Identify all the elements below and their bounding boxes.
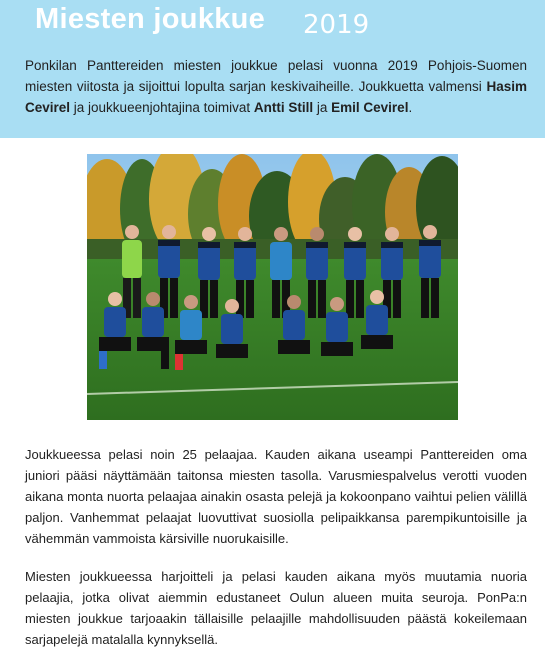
leader-name: Emil Cevirel <box>331 100 409 115</box>
intro-part: ja <box>313 100 332 115</box>
coach-name: Hasim Cevirel <box>25 79 527 115</box>
leader-name: Antti Still <box>253 100 314 115</box>
team-photo <box>87 154 458 420</box>
body-paragraph: Miesten joukkueessa harjoitteli ja pelasi kauden aikana myös muutamia nuoria pelaajia, jotka olivat aiemmin edustaneet Oulun alueen muita seuroja. PonPa:n miesten joukkue tarjoaakin tällaisille pelaajille mahdollisuuden päästä kokeilemaan sarjapelejä matalalla kynnyksellä. <box>25 569 527 647</box>
page-title: Miesten joukkue <box>35 3 266 35</box>
intro-part: ja joukkueenjohtajina toimivat <box>70 100 254 115</box>
season-year: 2019 <box>303 10 370 40</box>
team-photo-illustration <box>87 154 458 420</box>
header-banner <box>0 0 545 138</box>
body-paragraph: Joukkueessa pelasi noin 25 pelaajaa. Kauden aikana useampi Panttereiden oma juniori pääsi näyttämään taitonsa miesten tasolla. Varusmiespalvelus verotti vuoden aikana monta nuorta pelaajaa ainakin osasta pelejä ja kokoonpano vaihtui pelien välillä paljon. Vanhemmat pelaajat luovuttivat suosiolla pelipaikkansa parempikuntoisille ja vähemmän vammoista kärsiville nuorukaisille. <box>25 447 527 546</box>
intro-text <box>25 55 527 118</box>
intro-part: Ponkilan Panttereiden miesten joukkue pelasi vuonna 2019 Pohjois-Suomen miesten viitosta ja sijoittui lopulta sarjan keskivaiheille. Joukkuetta valmensi <box>25 58 527 94</box>
intro-part: . <box>408 100 413 115</box>
